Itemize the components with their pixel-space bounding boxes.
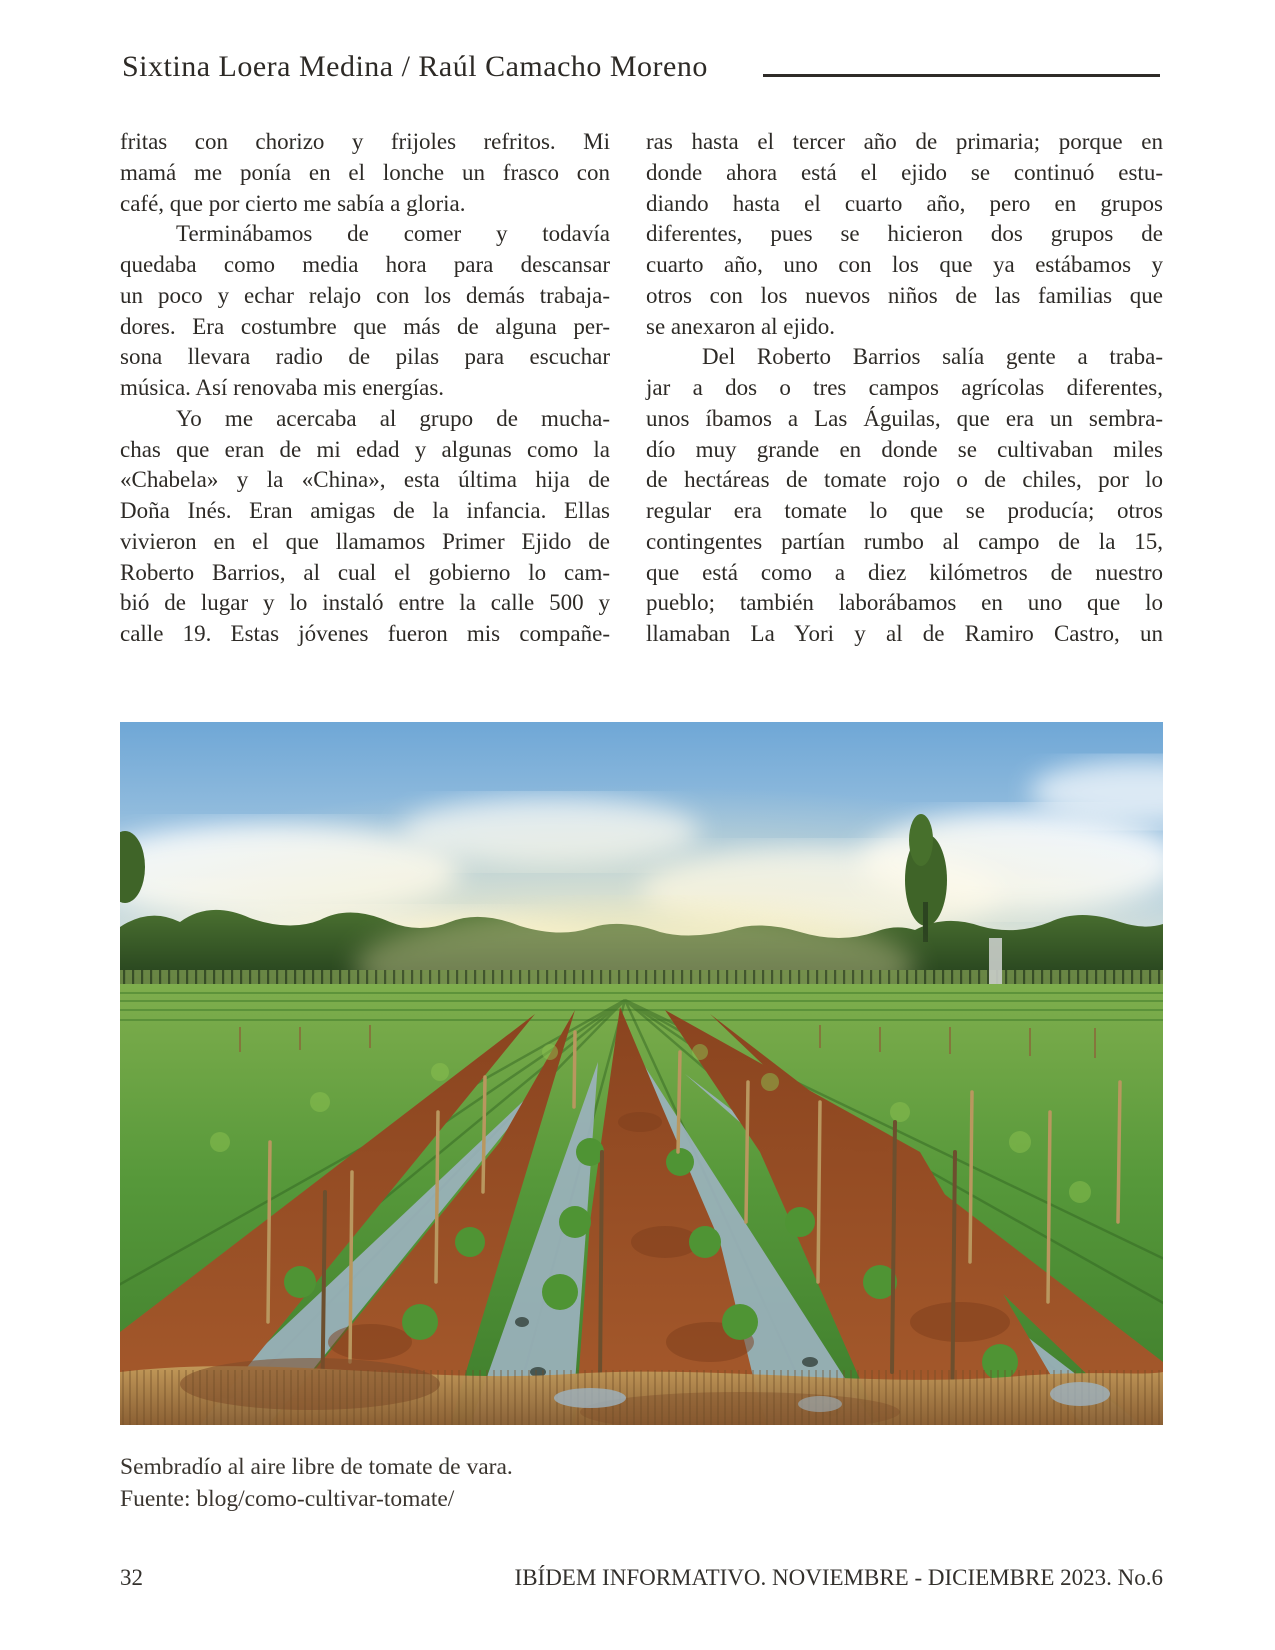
article-body (120, 127, 1163, 650)
text-line: contingentes partían rumbo al campo de la 15, (646, 528, 1163, 554)
article-figure (120, 722, 1163, 1515)
text-line: otros con los nuevos niños de las familias que (646, 282, 1163, 308)
tomato-field-photo (120, 722, 1163, 1425)
text-line: se anexaron al ejido. (646, 313, 836, 339)
text-line: café, que por cierto me sabía a gloria. (120, 190, 466, 216)
text-line: Yo me acercaba al grupo de mucha- (176, 405, 610, 431)
text-line: Del Roberto Barrios salía gente a traba- (702, 344, 1163, 370)
text-line: que está como a diez kilómetros de nuestro (646, 559, 1163, 585)
text-column-left (120, 127, 610, 650)
text-line: un poco y echar relajo con los demás trabaja- (120, 282, 610, 308)
text-line: Roberto Barrios, al cual el gobierno lo cam- (120, 559, 610, 585)
text-line: regular era tomate lo que se producía; otros (646, 498, 1163, 523)
text-line: vivieron en el que llamamos Primer Ejido de (120, 528, 610, 554)
figure-source: Fuente: blog/como-cultivar-tomate/ (120, 1486, 455, 1512)
header-authors: Sixtina Loera Medina / Raúl Camacho Moreno (122, 50, 708, 83)
text-line: bió de lugar y lo instaló entre la calle 500 y (120, 590, 610, 616)
text-line: mamá me ponía en el lonche un frasco con (120, 159, 610, 185)
text-line: unos íbamos a Las Águilas, que era un sembra- (646, 405, 1163, 431)
text-line: ras hasta el tercer año de primaria; porque en (646, 129, 1163, 154)
text-line: fritas con chorizo y frijoles refritos. Mi (120, 129, 610, 154)
page-footer (120, 1565, 1163, 1591)
text-line: sona llevara radio de pilas para escuchar (120, 344, 610, 370)
text-line: diferentes, pues se hicieron dos grupos de (646, 221, 1163, 247)
text-line: de hectáreas de tomate rojo o de chiles, por lo (646, 467, 1163, 493)
text-line: quedaba como media hora para descansar (120, 252, 610, 277)
text-column-right (646, 127, 1163, 650)
footer-journal-line: IBÍDEM INFORMATIVO. NOVIEMBRE - DICIEMBRE 2023. No.6 (514, 1565, 1163, 1590)
text-line: «Chabela» y la «China», esta última hija de (120, 467, 610, 493)
text-line: pueblo; también laborábamos en uno que lo (646, 590, 1163, 616)
text-line: música. Así renovaba mis energías. (120, 375, 445, 400)
text-line: llamaban La Yori y al de Ramiro Castro, un (646, 621, 1163, 646)
text-line: Terminábamos de comer y todavía (176, 221, 610, 247)
text-line: jar a dos o tres campos agrícolas diferentes, (646, 375, 1163, 400)
header-rule (763, 74, 1160, 77)
figure-caption: Sembradío al aire libre de tomate de vara. (120, 1454, 513, 1480)
text-line: cuarto año, uno con los que ya estábamos y (646, 252, 1163, 277)
text-line: diando hasta el cuarto año, pero en grupos (646, 190, 1163, 216)
text-line: calle 19. Estas jóvenes fueron mis compañe- (120, 621, 610, 646)
text-line: Doña Inés. Eran amigas de la infancia. Ellas (120, 498, 610, 523)
figure-caption-block (120, 1451, 1163, 1515)
text-line: dores. Era costumbre que más de alguna per- (120, 313, 610, 339)
text-line: chas que eran de mi edad y algunas como la (120, 436, 610, 462)
page-number: 32 (120, 1565, 143, 1590)
text-line: dío muy grande en donde se cultivaban miles (646, 436, 1163, 462)
text-line: donde ahora está el ejido se continuó estu- (646, 159, 1163, 185)
